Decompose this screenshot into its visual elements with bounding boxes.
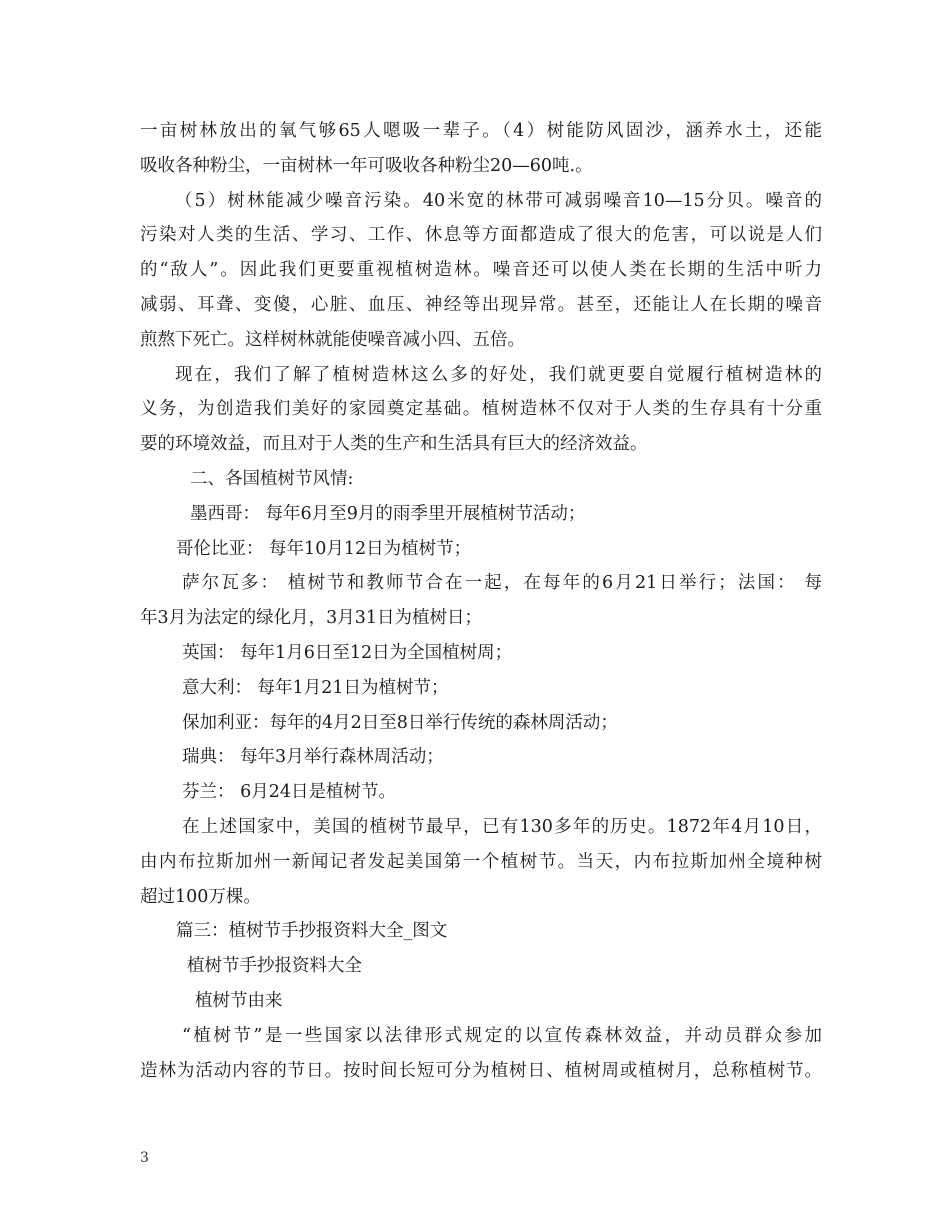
text-line: “植树节”是一些国家以法律形式规定的以宣传森林效益，并动员群众参加 bbox=[182, 1025, 822, 1046]
section-heading: 植树节手抄报资料大全 bbox=[187, 956, 362, 977]
text-line: （5）树林能减少噪音污染。40米宽的林带可减弱噪音10—15分贝。噪音的 bbox=[175, 190, 822, 211]
body-text bbox=[140, 114, 822, 1088]
text-line: 污染对人类的生活、学习、工作、休息等方面都造成了很大的危害，可以说是人们 bbox=[140, 225, 822, 246]
text-line: 由内布拉斯加州一新闻记者发起美国第一个植树节。当天，内布拉斯加州全境种树 bbox=[140, 851, 822, 872]
list-item: 保加利亚：每年的4月2日至8日举行传统的森林周活动； bbox=[182, 712, 618, 733]
list-item: 萨尔瓦多： 植树节和教师节合在一起，在每年的6月21日举行；法国： 每 bbox=[182, 573, 822, 594]
text-line: 年3月为法定的绿化月，3月31日为植树日； bbox=[140, 608, 483, 629]
list-item: 瑞典： 每年3月举行森林周活动； bbox=[182, 747, 444, 768]
section-heading: 篇三：植树节手抄报资料大全_图文 bbox=[176, 921, 448, 942]
text-line: 现在，我们了解了植树造林这么多的好处，我们就更要自觉履行植树造林的 bbox=[175, 364, 822, 385]
text-line: 的“敌人”。因此我们更要重视植树造林。噪音还可以使人类在长期的生活中听力 bbox=[140, 260, 822, 281]
text-line: 超过100万棵。 bbox=[140, 886, 261, 907]
section-heading: 二、各国植树节风情: bbox=[190, 468, 354, 489]
list-item: 墨西哥： 每年6月至9月的雨季里开展植树节活动； bbox=[190, 503, 586, 524]
text-line: 吸收各种粉尘，一亩树林一年可吸收各种粉尘20—60吨.。 bbox=[140, 155, 593, 176]
text-line: 一亩树林放出的氧气够65人嗯吸一辈子。（4）树能防风固沙，涵养水土，还能 bbox=[140, 121, 822, 141]
list-item: 芬兰： 6月24日是植树节。 bbox=[182, 782, 396, 803]
section-heading: 植树节由来 bbox=[195, 990, 283, 1011]
list-item: 哥伦比亚： 每年10月12日为植树节； bbox=[176, 538, 472, 559]
text-line: 减弱、耳聋、变傻，心脏、血压、神经等出现异常。甚至，还能让人在长期的噪音 bbox=[140, 294, 822, 315]
list-item: 英国： 每年1月6日至12日为全国植树周； bbox=[182, 642, 513, 663]
text-line: 要的环境效益，而且对于人类的生产和生活具有巨大的经济效益。 bbox=[140, 434, 648, 455]
text-line: 在上述国家中，美国的植树节最早，已有130多年的历史。1872年4月10日， bbox=[182, 816, 822, 837]
text-line: 煎熬下死亡。这样树林就能使噪音减小四、五倍。 bbox=[140, 329, 525, 350]
page-number: 3 bbox=[140, 1150, 149, 1166]
text-line: 造林为活动内容的节日。按时间长短可分为植树日、植树周或植树月，总称植树节。 bbox=[140, 1060, 822, 1081]
text-line: 义务，为创造我们美好的家园奠定基础。植树造林不仅对于人类的生存具有十分重 bbox=[140, 399, 822, 420]
list-item: 意大利： 每年1月21日为植树节； bbox=[182, 677, 449, 698]
